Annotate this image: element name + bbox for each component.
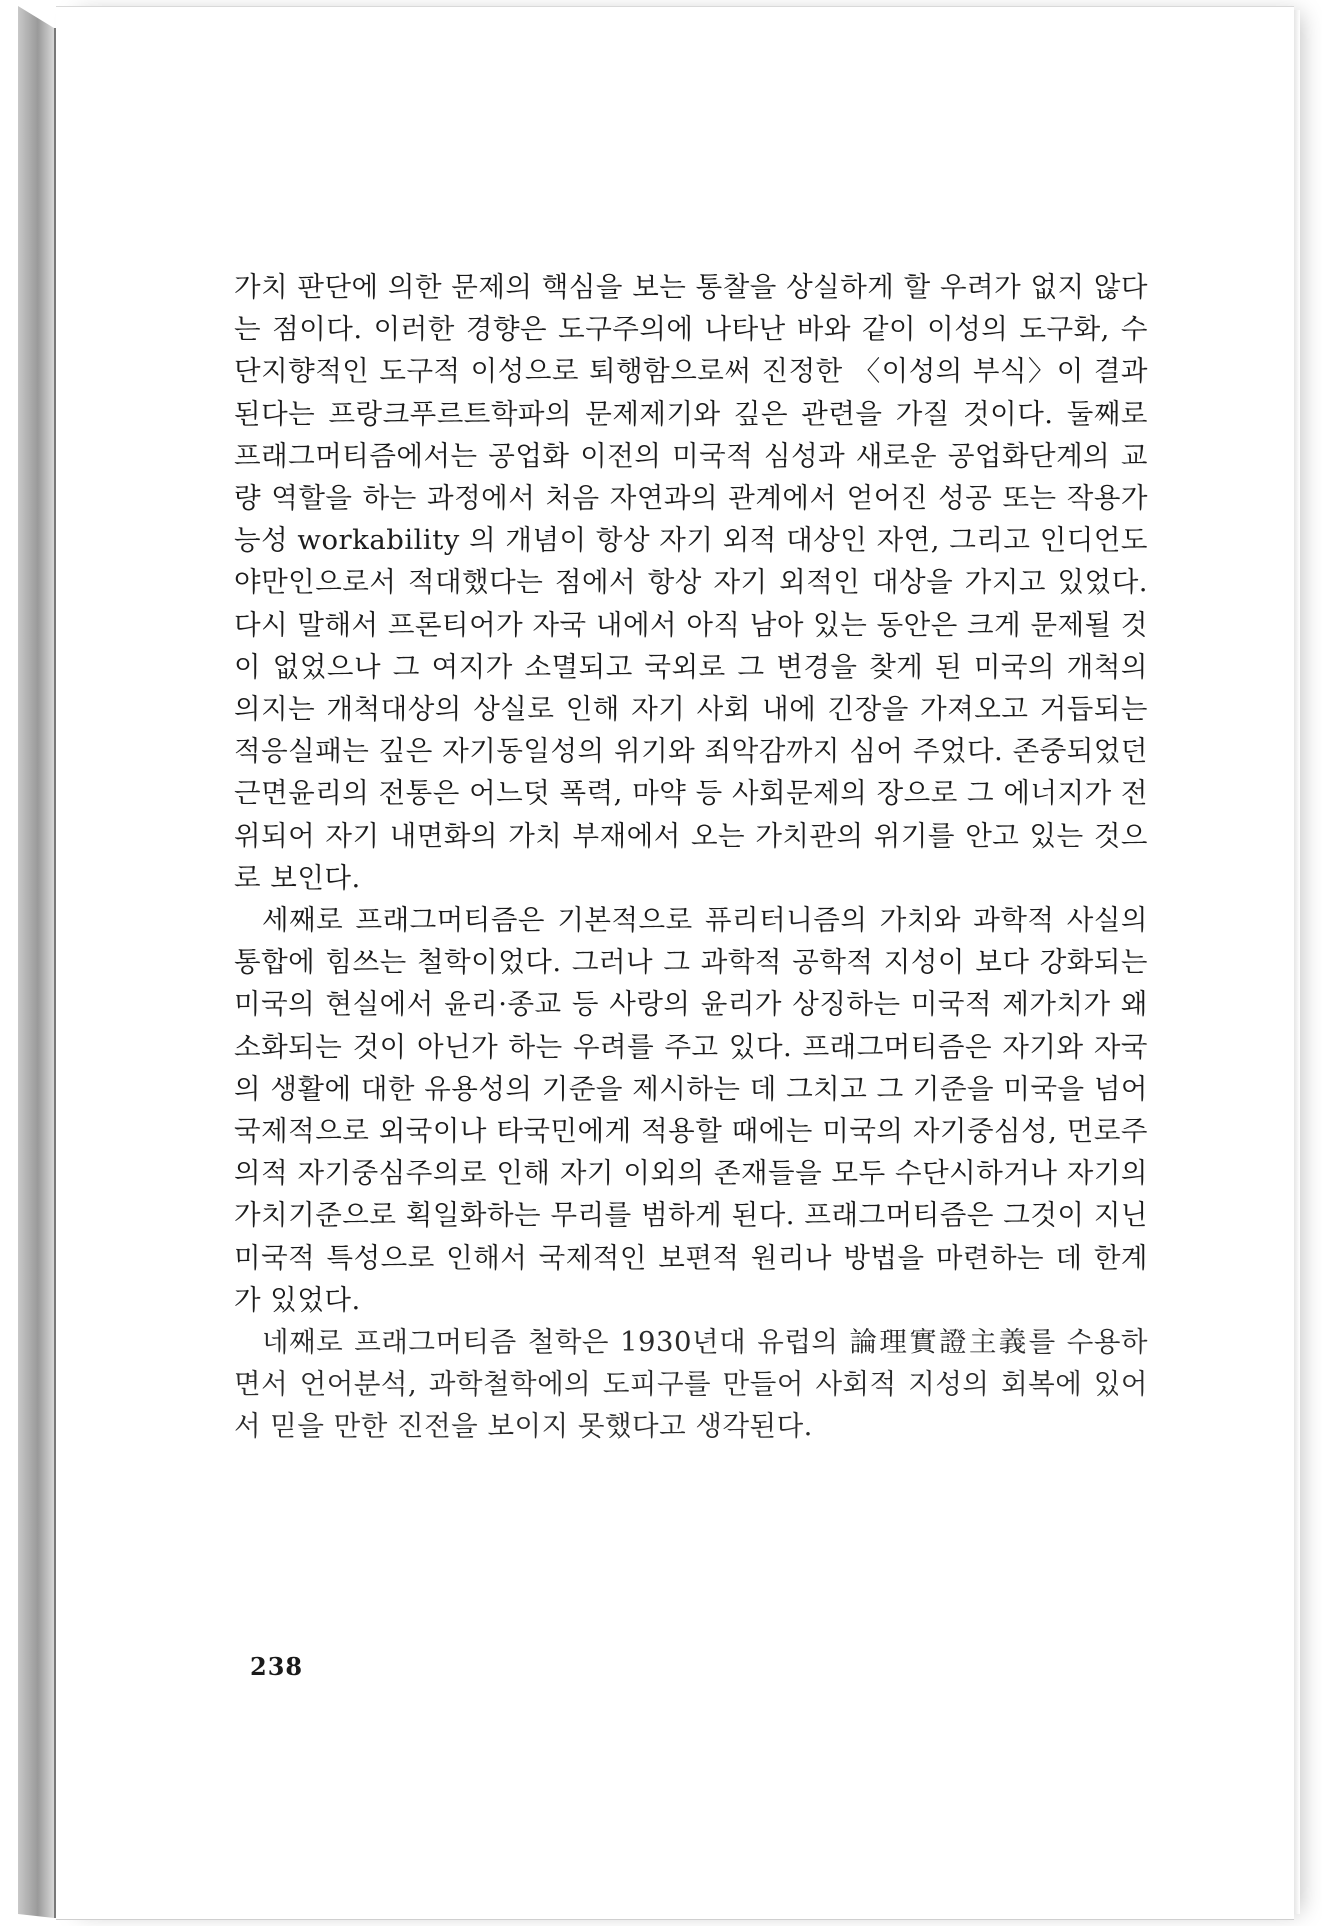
paragraph-3: 네째로 프래그머티즘 철학은 1930년대 유럽의 論理實證主義를 수용하면서 언어분석, 과학철학에의 도피구를 만들어 사회적 지성의 회복에 있어서 믿을 만한 진전을 보이지 못했다고 생각된다. <box>234 1326 1148 1443</box>
page-right-edge <box>1294 10 1300 1914</box>
paragraph-2: 세째로 프래그머티즘은 기본적으로 퓨리터니즘의 가치와 과학적 사실의 통합에 힘쓰는 철학이었다. 그러나 그 과학적 공학적 지성이 보다 강화되는 미국의 현실에서 윤리·종교 등 사랑의 윤리가 상징하는 미국적 제가치가 왜소화되는 것이 아닌가 하는 우려를 주고 있다. 프래그머티즘은 자기와 자국의 생활에 대한 유용성의 기준을 제시하는 데 그치고 그 기준을 미국을 넘어 국제적으로 외국이나 타국민에게 적용할 때에는 미국의 자기중심성, 먼로주의적 자기중심주의로 인해 자기 이외의 존재들을 모두 수단시하거나 자기의 가치기준으로 획일화하는 무리를 범하게 된다. 프래그머티즘은 그것이 지닌 미국적 특성으로 인해서 국제적인 보편적 원리나 방법을 마련하는 데 한계가 있었다. <box>234 904 1148 1316</box>
book-spine-edge <box>18 6 54 1918</box>
page-number: 238 <box>250 1652 304 1681</box>
body-text <box>234 266 1148 1448</box>
paragraph-1: 가치 판단에 의한 문제의 핵심을 보는 통찰을 상실하게 할 우려가 없지 않다는 점이다. 이러한 경향은 도구주의에 나타난 바와 같이 이성의 도구화, 수단지향적인 도구적 이성으로 퇴행함으로써 진정한 〈이성의 부식〉이 결과된다는 프랑크푸르트학파의 문제제기와 깊은 관련을 가질 것이다. 둘째로 프래그머티즘에서는 공업화 이전의 미국적 심성과 새로운 공업화단계의 교량 역할을 하는 과정에서 처음 자연과의 관계에서 얻어진 성공 또는 작용가능성 workability 의 개념이 항상 자기 외적 대상인 자연, 그리고 인디언도 야만인으로서 적대했다는 점에서 항상 자기 외적인 대상을 가지고 있었다. 다시 말해서 프론티어가 자국 내에서 아직 남아 있는 동안은 크게 문제될 것이 없었으나 그 여지가 소멸되고 국외로 그 변경을 찾게 된 미국의 개척의 의지는 개척대상의 상실로 인해 자기 사회 내에 긴장을 가져오고 거듭되는 적응실패는 깊은 자기동일성의 위기와 죄악감까지 심어 주었다. 존중되었던 근면윤리의 전통은 어느덧 폭력, 마약 등 사회문제의 장으로 그 에너지가 전위되어 자기 내면화의 가치 부재에서 오는 가치관의 위기를 안고 있는 것으로 보인다. <box>234 271 1148 894</box>
